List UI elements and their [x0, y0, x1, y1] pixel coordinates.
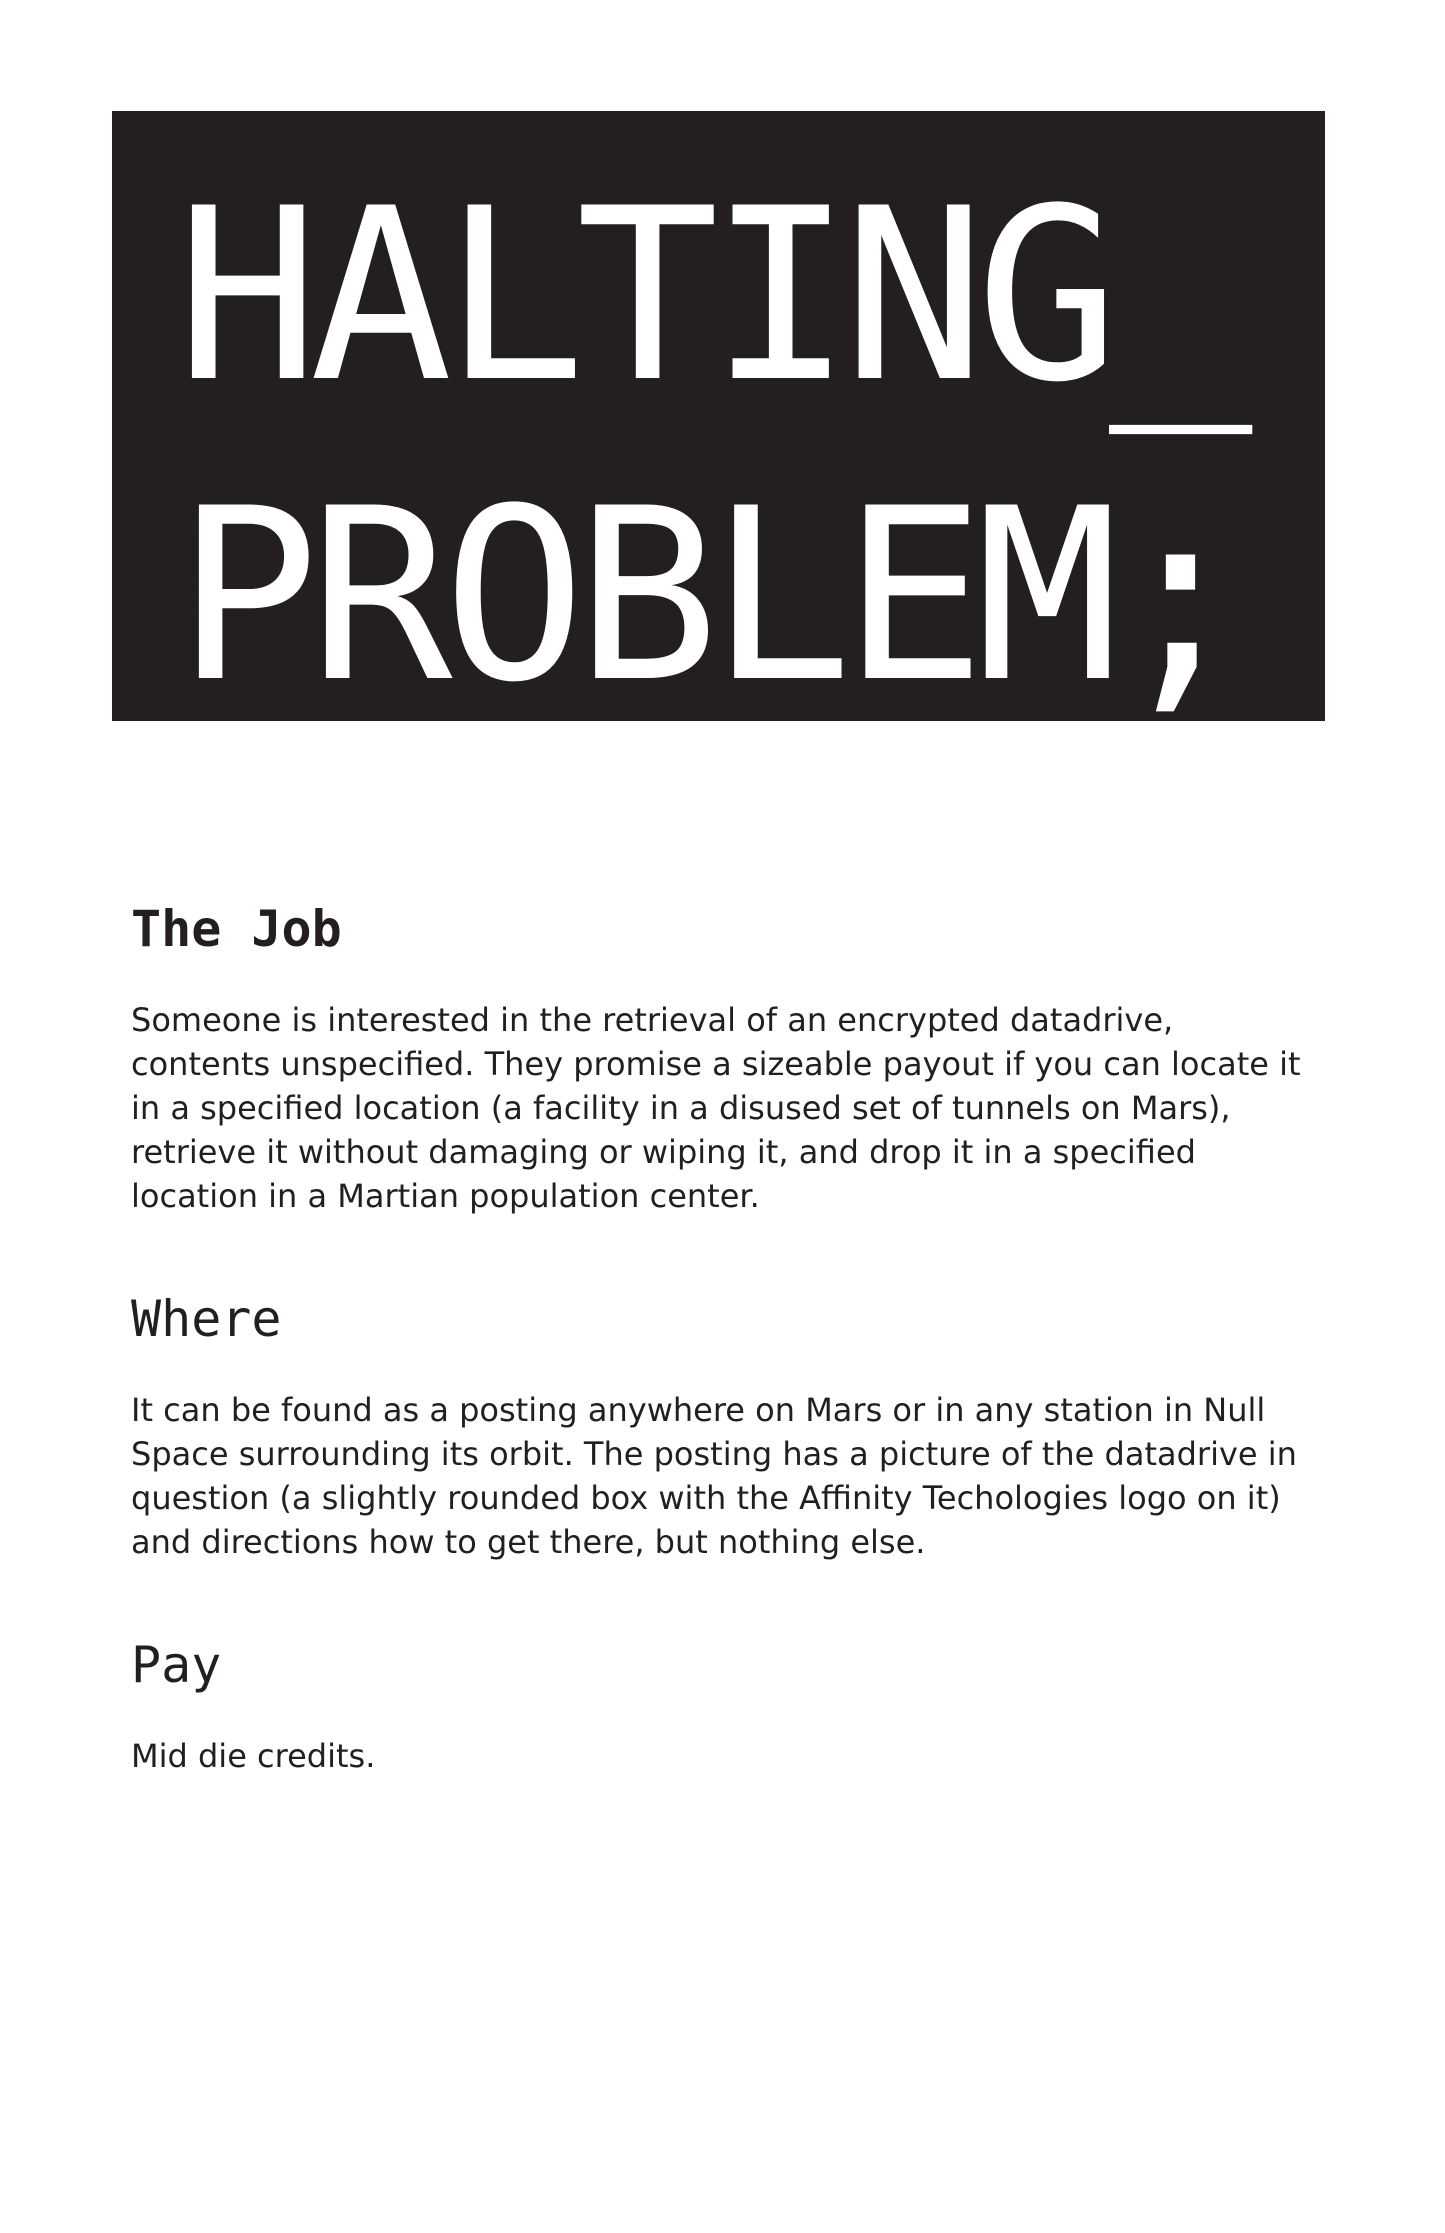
section-body-the-job: Someone is interested in the retrieval of an encrypted datadrive, contents unspecified. They promise a sizeable payout if you can locate it in a specified location (a facility in a disused set of tunnels on Mars), retrieve it without damaging or wiping it, and drop it in a specified location in a Martian population center. [131, 1001, 1301, 1215]
section-heading-the-job: The Job [131, 900, 342, 958]
section-heading-pay: Pay [131, 1636, 222, 1694]
title-line-2: PROBLEM; [176, 458, 1243, 735]
section-body-pay: Mid die credits. [131, 1737, 376, 1775]
section-body-where: It can be found as a posting anywhere on Mars or in any station in Null Space surrounding its orbit. The posting has a picture of the datadrive in question (a slightly rounded box with the Affinity Techologies logo on it) and directions how to get there, but nothing else. [131, 1391, 1297, 1561]
title-banner [112, 111, 1325, 735]
content-area [131, 898, 1321, 1778]
title-line-1: HALTING_ [176, 158, 1243, 435]
section-heading-where: Where [131, 1290, 282, 1348]
